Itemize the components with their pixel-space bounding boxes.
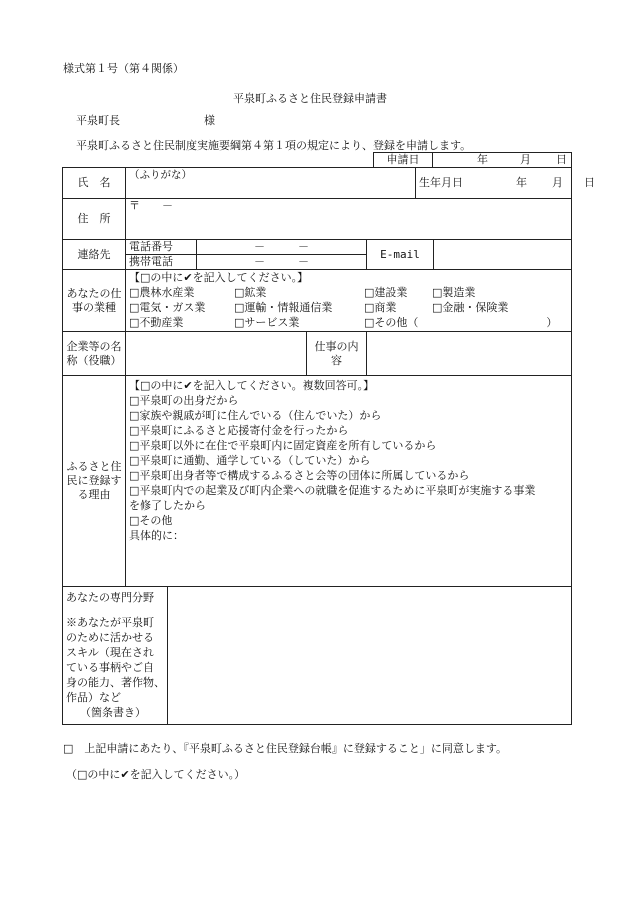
month-unit: 月 — [520, 153, 531, 166]
reason-checkbox[interactable]: □平泉町に通勤、通学している（していた）から — [129, 454, 371, 467]
occupation-instruction: 【□の中に✔を記入してください。】 — [129, 271, 309, 284]
application-date-label: 申請日 — [374, 153, 433, 168]
specialty-label-cell — [63, 587, 168, 725]
specialty-note-line: ※あなたが平泉町 — [66, 616, 154, 629]
specialty-title: あなたの専門分野 — [66, 591, 154, 604]
occupation-label: あなたの仕事の業種 — [63, 270, 126, 332]
birth-year-unit: 年 — [516, 176, 527, 189]
day-unit: 日 — [556, 153, 567, 166]
specialty-note-line: スキル（現在され — [66, 646, 154, 659]
reason-checkbox[interactable]: □平泉町内での起業及び町内企業への就職を促進するために平泉町が実施する事業 — [129, 484, 536, 497]
contact-label: 連絡先 — [63, 240, 126, 270]
birthdate-cell[interactable] — [416, 168, 595, 199]
occupation-checkbox[interactable]: □不動産業 — [129, 316, 184, 329]
application-date-field[interactable] — [433, 153, 572, 168]
reason-checkbox-other[interactable]: □その他 — [129, 514, 173, 527]
occupation-options — [126, 270, 572, 332]
reason-specific-label: 具体的に： — [129, 529, 184, 542]
reason-label: ふるさと住民に登録する理由 — [63, 376, 126, 587]
consent-note: （□の中に✔を記入してください。） — [66, 768, 246, 781]
name-field[interactable] — [126, 168, 416, 199]
company-row — [63, 332, 572, 376]
form-number: 様式第１号（第４関係） — [63, 62, 184, 75]
name-row — [63, 168, 572, 199]
reason-row — [63, 376, 572, 587]
reason-continuation: を修了したから — [129, 499, 206, 512]
mobile-field[interactable]: － － — [197, 255, 367, 270]
occupation-checkbox[interactable]: □電気・ガス業 — [129, 301, 206, 314]
occupation-checkbox-other[interactable]: □その他（ — [364, 316, 419, 329]
reason-instruction: 【□の中に✔を記入してください。複数回答可。】 — [129, 379, 375, 392]
other-close-paren: ） — [546, 316, 558, 329]
specialty-note-line: （箇条書き） — [80, 706, 146, 719]
mobile-label: 携帯電話 — [126, 255, 197, 270]
application-date-table — [373, 152, 572, 168]
occupation-checkbox[interactable]: □金融・保険業 — [432, 301, 509, 314]
occupation-checkbox[interactable]: □サービス業 — [234, 316, 300, 329]
job-field[interactable] — [367, 332, 572, 376]
reason-checkbox[interactable]: □平泉町にふるさと応援寄付金を行ったから — [129, 424, 349, 437]
reason-checkbox[interactable]: □平泉町出身者等で構成するふるさと会等の団体に所属しているから — [129, 469, 470, 482]
name-label: 氏 名 — [63, 168, 126, 199]
honorific: 様 — [204, 114, 215, 127]
birth-day-unit: 日 — [584, 176, 595, 189]
birthdate-label: 生年月日 — [419, 176, 463, 189]
year-unit: 年 — [477, 153, 488, 166]
specialty-note-line: 作品）など — [66, 691, 121, 704]
occupation-checkbox[interactable]: □運輸・情報通信業 — [234, 301, 333, 314]
postal-code: 〒 － — [129, 199, 173, 212]
address-row — [63, 199, 572, 240]
specialty-note-line: のために活かせる — [66, 631, 154, 644]
specialty-note-line: 身の能力、著作物、 — [66, 676, 165, 689]
phone-field[interactable]: － － — [197, 240, 367, 255]
consent-checkbox[interactable]: □ 上記申請にあたり、『平泉町ふるさと住民登録台帳』に登録すること」に同意します。 — [63, 742, 508, 755]
specialty-row — [63, 587, 572, 725]
address-field[interactable] — [126, 199, 572, 240]
reason-checkbox[interactable]: □平泉町以外に在住で平泉町内に固定資産を所有しているから — [129, 439, 437, 452]
occupation-checkbox[interactable]: □鉱業 — [234, 286, 267, 299]
specialty-field[interactable] — [168, 587, 572, 725]
company-label: 企業等の名称（役職） — [63, 332, 126, 376]
occupation-checkbox[interactable]: □製造業 — [432, 286, 476, 299]
job-label: 仕事の内容 — [307, 332, 367, 376]
address-label: 住 所 — [63, 199, 126, 240]
occupation-checkbox[interactable]: □農林水産業 — [129, 286, 195, 299]
intro-text: 平泉町ふるさと住民制度実施要綱第４第１項の規定により、登録を申請します。 — [76, 139, 472, 152]
company-field[interactable] — [126, 332, 307, 376]
occupation-checkbox[interactable]: □商業 — [364, 301, 397, 314]
application-form-table — [62, 167, 595, 725]
form-title: 平泉町ふるさと住民登録申請書 — [233, 92, 387, 105]
birth-month-unit: 月 — [552, 176, 563, 189]
reason-checkbox[interactable]: □平泉町の出身だから — [129, 394, 239, 407]
occupation-row — [63, 270, 572, 332]
occupation-checkbox[interactable]: □建設業 — [364, 286, 408, 299]
addressee: 平泉町長 — [76, 114, 120, 127]
email-label: E-mail — [367, 240, 434, 270]
phone-row — [63, 240, 572, 255]
email-field[interactable] — [434, 240, 572, 270]
specialty-note-line: ている事柄やご自 — [66, 661, 154, 674]
reason-options — [126, 376, 572, 587]
furigana-label: （ふりがな） — [129, 169, 192, 181]
phone-label: 電話番号 — [126, 240, 197, 255]
reason-checkbox[interactable]: □家族や親戚が町に住んでいる（住んでいた）から — [129, 409, 382, 422]
